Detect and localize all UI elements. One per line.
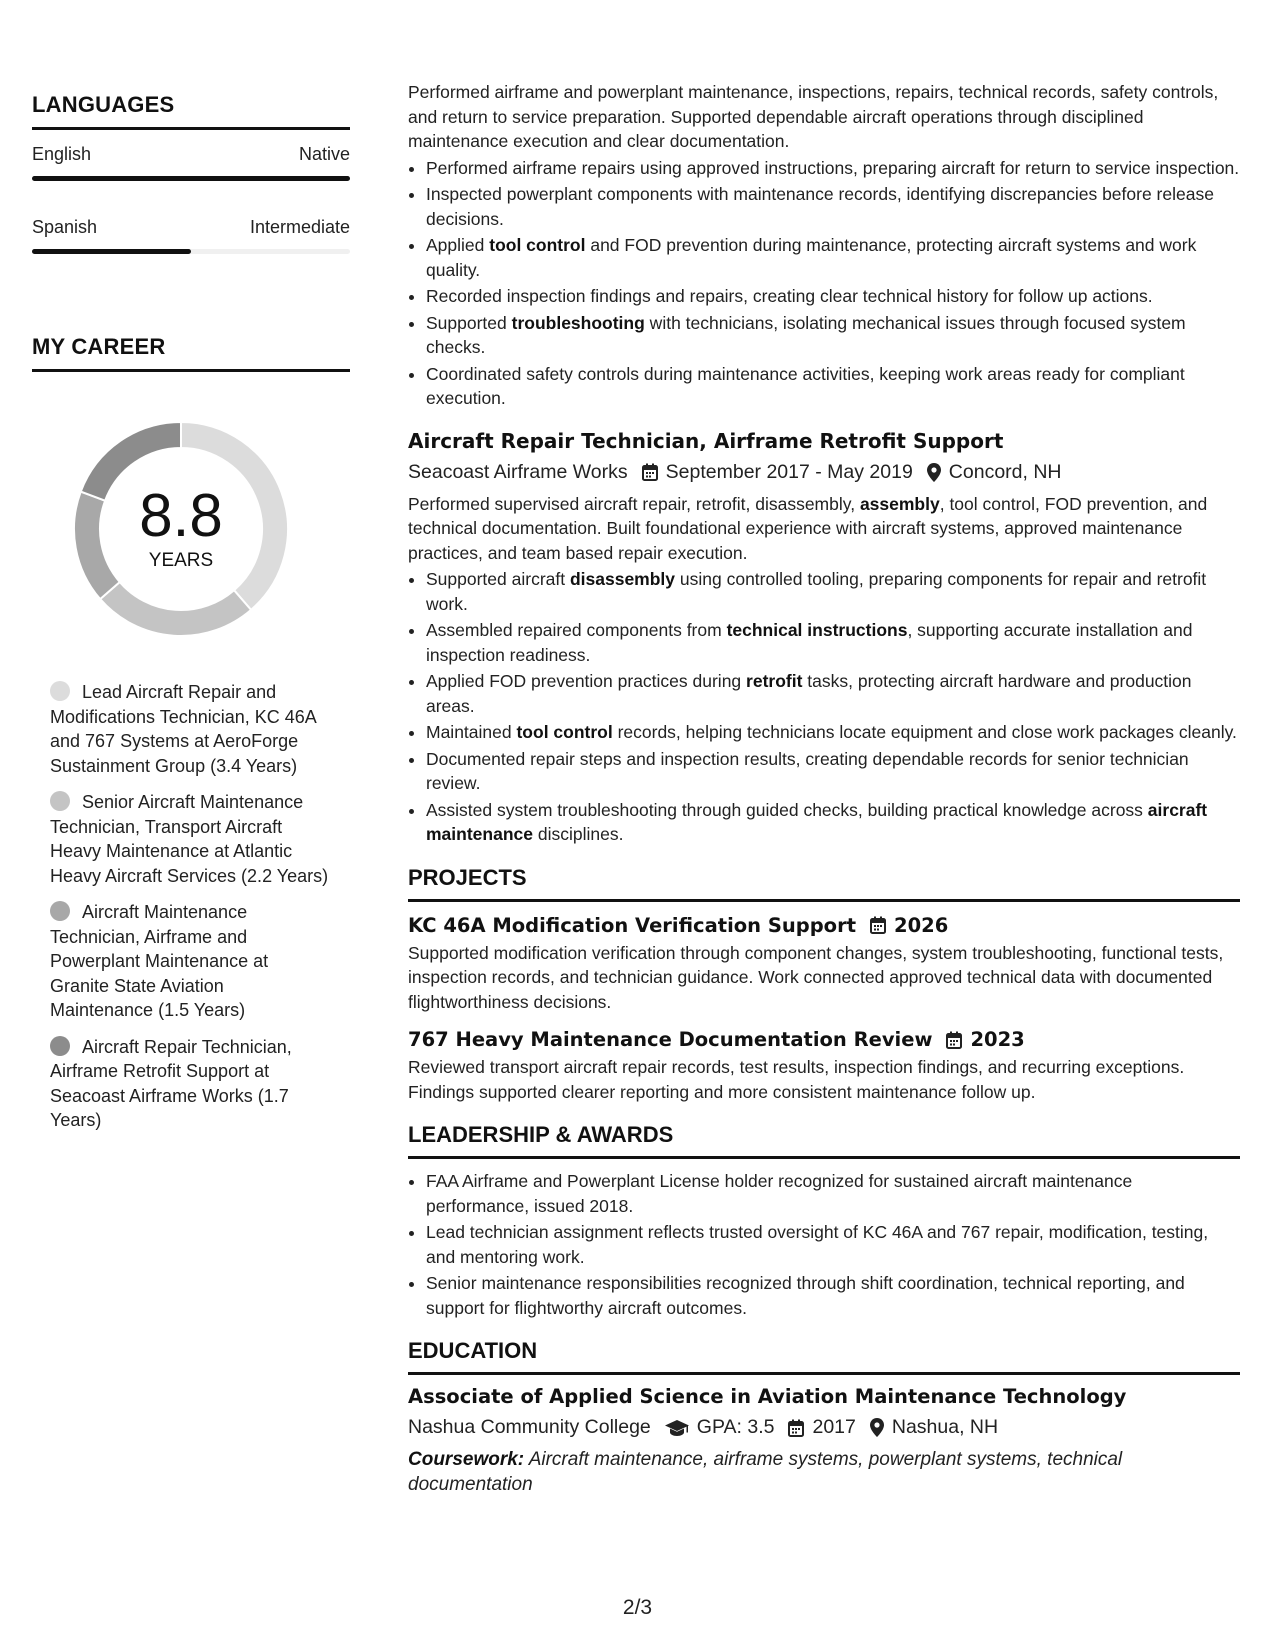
career-donut-chart bbox=[66, 414, 296, 644]
language-name: English bbox=[32, 144, 92, 164]
calendar-icon bbox=[642, 463, 658, 481]
language-name: Spanish bbox=[32, 217, 98, 237]
projects-title: PROJECTS bbox=[408, 864, 527, 890]
list-item: • Supported troubleshooting with technicians, isolating mechanical issues through focused system checks. bbox=[426, 311, 1240, 360]
degree-title: Associate of Applied Science in Aviation Maintenance Technology bbox=[408, 1385, 1127, 1408]
career-total-years: 8.8 bbox=[139, 482, 223, 549]
legend-dot bbox=[50, 1036, 70, 1056]
education-title: EDUCATION bbox=[408, 1338, 538, 1363]
language-proficiency-fill bbox=[32, 249, 191, 254]
sidebar bbox=[32, 92, 350, 1145]
job-summary: Performed supervised aircraft repair, retrofit, disassembly, assembly, tool control, FOD prevention, and technical documentation. Built foundational experience with aircraft systems, approved maintenance practices, and team based repair execution. bbox=[408, 493, 1208, 563]
school-name: Nashua Community College bbox=[408, 1416, 651, 1438]
experience-bullets bbox=[408, 156, 1240, 411]
job-company: Seacoast Airframe Works bbox=[408, 460, 628, 483]
language-level: Intermediate bbox=[249, 217, 350, 237]
career-title: MY CAREER bbox=[32, 334, 166, 359]
awards-title: LEADERSHIP & AWARDS bbox=[408, 1122, 674, 1147]
languages-rule bbox=[32, 127, 350, 130]
list-item: • Performed airframe repairs using approved instructions, preparing aircraft for return to service inspection. bbox=[426, 156, 1240, 181]
coursework: Coursework: Aircraft maintenance, airframe systems, powerplant systems, technical documentation bbox=[408, 1449, 1123, 1495]
language-item bbox=[32, 144, 350, 181]
legend-dot bbox=[50, 681, 70, 701]
job-meta bbox=[408, 461, 1240, 484]
career-legend bbox=[50, 680, 330, 1133]
list-item: • Senior maintenance responsibilities recognized through shift coordination, technical reporting, and support for flightworthy aircraft outcomes. bbox=[426, 1271, 1240, 1320]
legend-label: Lead Aircraft Repair and Modifications Technician, KC 46A and 767 Systems at AeroForge Sustainment Group (3.4 Years) bbox=[50, 682, 316, 776]
list-item: • Lead technician assignment reflects trusted oversight of KC 46A and 767 repair, modification, testing, and mentoring work. bbox=[426, 1220, 1240, 1269]
list-item: • Applied tool control and FOD prevention during maintenance, protecting aircraft systems and work quality. bbox=[426, 233, 1240, 282]
list-item: • Supported aircraft disassembly using controlled tooling, preparing components for repair and retrofit work. bbox=[426, 567, 1240, 616]
job-title: Aircraft Repair Technician, Airframe Retrofit Support bbox=[408, 428, 1004, 453]
experience-summary: Performed airframe and powerplant maintenance, inspections, repairs, technical records, safety controls, and return to service preparation. Supported dependable aircraft operations through disciplined maintenance execution and clear documentation. bbox=[408, 82, 1219, 151]
gpa: GPA: 3.5 bbox=[696, 1416, 775, 1438]
project-description: Reviewed transport aircraft repair records, test results, inspection findings, and recurring exceptions. Findings supported clearer reporting and more consistent maintenance follow up. bbox=[408, 1057, 1185, 1102]
graduation-cap-icon bbox=[665, 1419, 689, 1437]
job-location: Concord, NH bbox=[948, 460, 1062, 483]
career-legend-item bbox=[50, 680, 330, 778]
career-years-unit: YEARS bbox=[148, 550, 214, 571]
main-content bbox=[408, 80, 1240, 1497]
calendar-icon bbox=[870, 916, 886, 934]
list-item: • Inspected powerplant components with maintenance records, identifying discrepancies before release decisions. bbox=[426, 182, 1240, 231]
project-year: 2023 bbox=[970, 1028, 1025, 1051]
education-meta bbox=[408, 1416, 1240, 1439]
project-item bbox=[408, 914, 1240, 1015]
map-pin-icon bbox=[927, 463, 941, 482]
languages-title: LANGUAGES bbox=[32, 92, 175, 117]
list-item: • Recorded inspection findings and repairs, creating clear technical history for follow up actions. bbox=[426, 284, 1240, 309]
project-year: 2026 bbox=[894, 913, 949, 937]
legend-dot bbox=[50, 791, 70, 811]
legend-label: Senior Aircraft Maintenance Technician, Transport Aircraft Heavy Maintenance at Atlantic Heavy Aircraft Services (2.2 Years) bbox=[50, 792, 329, 886]
calendar-icon bbox=[946, 1031, 962, 1049]
career-legend-item bbox=[50, 900, 330, 1023]
projects-rule bbox=[408, 899, 1240, 902]
project-name: 767 Heavy Maintenance Documentation Review bbox=[408, 1028, 933, 1051]
language-level: Native bbox=[298, 144, 350, 164]
language-proficiency-bar bbox=[32, 176, 350, 181]
legend-label: Aircraft Repair Technician, Airframe Retrofit Support at Seacoast Airframe Works (1.7 Years) bbox=[50, 1036, 292, 1130]
project-name: KC 46A Modification Verification Support bbox=[408, 913, 857, 937]
career-legend-item bbox=[50, 1035, 330, 1133]
list-item: • Documented repair steps and inspection results, creating dependable records for senior technician review. bbox=[426, 747, 1240, 796]
list-item: • Maintained tool control records, helping technicians locate equipment and close work packages cleanly. bbox=[426, 720, 1240, 745]
job-dates: September 2017 - May 2019 bbox=[665, 460, 913, 483]
career-legend-item bbox=[50, 790, 330, 888]
list-item: • Assembled repaired components from technical instructions, supporting accurate installation and inspection readiness. bbox=[426, 618, 1240, 667]
education-location: Nashua, NH bbox=[891, 1416, 999, 1438]
language-item bbox=[32, 217, 350, 254]
career-rule bbox=[32, 369, 350, 372]
legend-label: Aircraft Maintenance Technician, Airframe and Powerplant Maintenance at Granite State Aviation Maintenance (1.5 Years) bbox=[50, 902, 269, 1020]
project-description: Supported modification verification through component changes, system troubleshooting, functional tests, inspection records, and technician guidance. Work connected approved technical data with documented flightworthiness decisions. bbox=[408, 942, 1224, 1012]
awards-rule bbox=[408, 1156, 1240, 1159]
language-proficiency-fill bbox=[32, 176, 350, 181]
education-rule bbox=[408, 1372, 1240, 1375]
legend-dot bbox=[50, 901, 70, 921]
list-item: • Assisted system troubleshooting through guided checks, building practical knowledge across aircraft maintenance disciplines. bbox=[426, 798, 1240, 847]
job-bullets bbox=[408, 567, 1240, 847]
graduation-year: 2017 bbox=[812, 1416, 856, 1438]
project-item bbox=[408, 1028, 1240, 1104]
calendar-icon bbox=[788, 1419, 804, 1437]
awards-list bbox=[408, 1169, 1240, 1320]
language-proficiency-bar bbox=[32, 249, 350, 254]
list-item: • Coordinated safety controls during maintenance activities, keeping work areas ready for compliant execution. bbox=[426, 362, 1240, 411]
list-item: • FAA Airframe and Powerplant License holder recognized for sustained aircraft maintenance performance, issued 2018. bbox=[426, 1169, 1240, 1218]
list-item: • Applied FOD prevention practices during retrofit tasks, protecting aircraft hardware and production areas. bbox=[426, 669, 1240, 718]
map-pin-icon bbox=[870, 1418, 884, 1437]
page-number: 2/3 bbox=[622, 1596, 653, 1619]
